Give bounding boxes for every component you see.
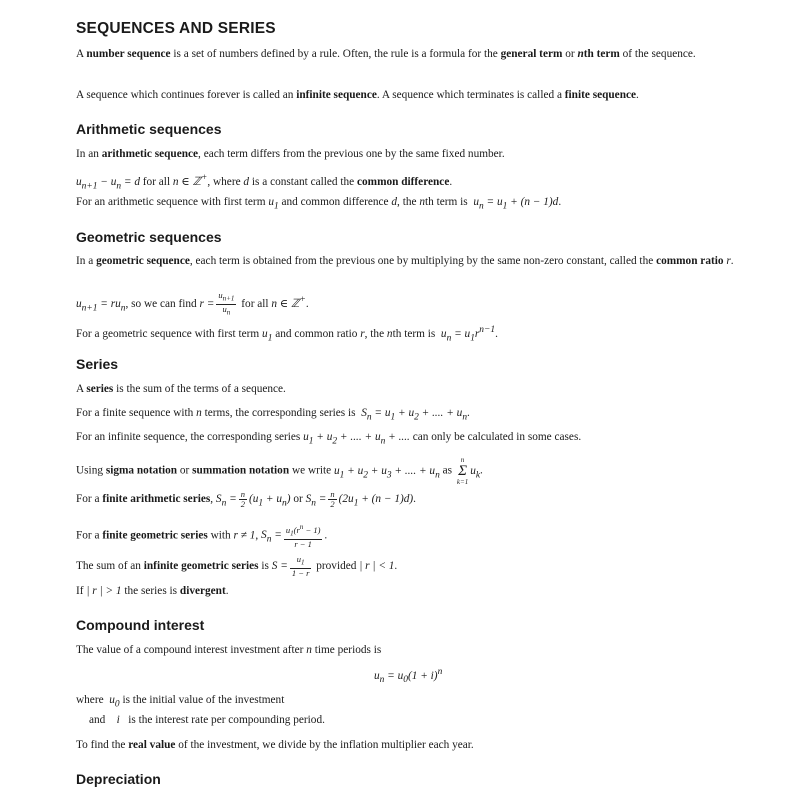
arithmetic-line-1: In an arithmetic sequence, each term differs from the previous one by the same fixed number. bbox=[76, 148, 505, 160]
geometric-line-2: $u_{n+1} = ru_n$, so we can find r = $\frac{u_{n+1}}{u_n}$ for all n ∈ ℤ+. bbox=[76, 290, 309, 317]
series-line-8: If | r | > 1 the series is divergent. bbox=[76, 585, 229, 597]
compound-where-1: where $u_0$ is the initial value of the investment bbox=[76, 694, 285, 710]
compound-where-2: and i is the interest rate per compounding period. bbox=[89, 714, 325, 726]
geometric-line-1: In a geometric sequence, each term is obtained from the previous one by multiplying by the same non-zero constant, called the common ratio r. bbox=[76, 255, 734, 267]
compound-line-1: The value of a compound interest investment after n time periods is bbox=[76, 644, 382, 656]
compound-line-4: To find the real value of the investment, we divide by the inflation multiplier each year. bbox=[76, 739, 474, 751]
page-title: SEQUENCES AND SERIES bbox=[76, 20, 276, 37]
series-line-3: For an infinite sequence, the corresponding series $u_1 + u_2$ + .... + $u_n$ + .... can only be calculated in some cases. bbox=[76, 431, 582, 447]
section-heading-arithmetic: Arithmetic sequences bbox=[76, 121, 222, 137]
geometric-line-3: For a geometric sequence with first term $u_1$ and common ratio r, the nth term is $u_n = u_1r^{n-1}$. bbox=[76, 325, 498, 344]
section-heading-geometric: Geometric sequences bbox=[76, 229, 222, 245]
series-line-2: For a finite sequence with n terms, the corresponding series is $S_n = u_1 + u_2$ + .... + $u_n$. bbox=[76, 407, 470, 423]
compound-formula: $u_n = u_0(1 + i)^n$ bbox=[374, 667, 443, 686]
series-line-5: For a finite arithmetic series, $S_n$ = $\frac{n}{2}$ $(u_1 + u_n)$ or $S_n$ = $\frac{n}{2}$ $(2u_1 + (n - 1)d)$. bbox=[76, 489, 416, 509]
intro-paragraph-2: A sequence which continues forever is called an infinite sequence. A sequence which terminates is called a finite sequence. bbox=[76, 89, 639, 101]
intro-paragraph-1: A number sequence is a set of numbers defined by a rule. Often, the rule is a formula for the general term or nth term of the sequence. bbox=[76, 48, 696, 60]
series-line-6: For a finite geometric series with r ≠ 1, $S_n$ = $\frac{u_1(r^n - 1)}{r - 1}$ . bbox=[76, 523, 328, 549]
section-heading-series: Series bbox=[76, 356, 119, 372]
arithmetic-line-2: $u_{n+1} - u_n = d$ for all n ∈ ℤ+, where d is a constant called the common difference. bbox=[76, 173, 453, 192]
series-line-1: A series is the sum of the terms of a sequence. bbox=[76, 383, 286, 395]
arithmetic-line-3: For an arithmetic sequence with first term $u_1$ and common difference d, the nth term is $u_n = u_1 + (n - 1)d$. bbox=[76, 196, 562, 212]
section-heading-depreciation: Depreciation bbox=[76, 771, 161, 787]
series-line-7: The sum of an infinite geometric series is S = $\frac{u_1}{1 - r}$ provided | r | < 1. bbox=[76, 554, 398, 578]
section-heading-compound-interest: Compound interest bbox=[76, 617, 205, 633]
series-line-4: Using sigma notation or summation notation we write $u_1 + u_2 + u_3$ + .... + $u_n$ as n Σ $k=1u_k$. bbox=[76, 456, 483, 486]
